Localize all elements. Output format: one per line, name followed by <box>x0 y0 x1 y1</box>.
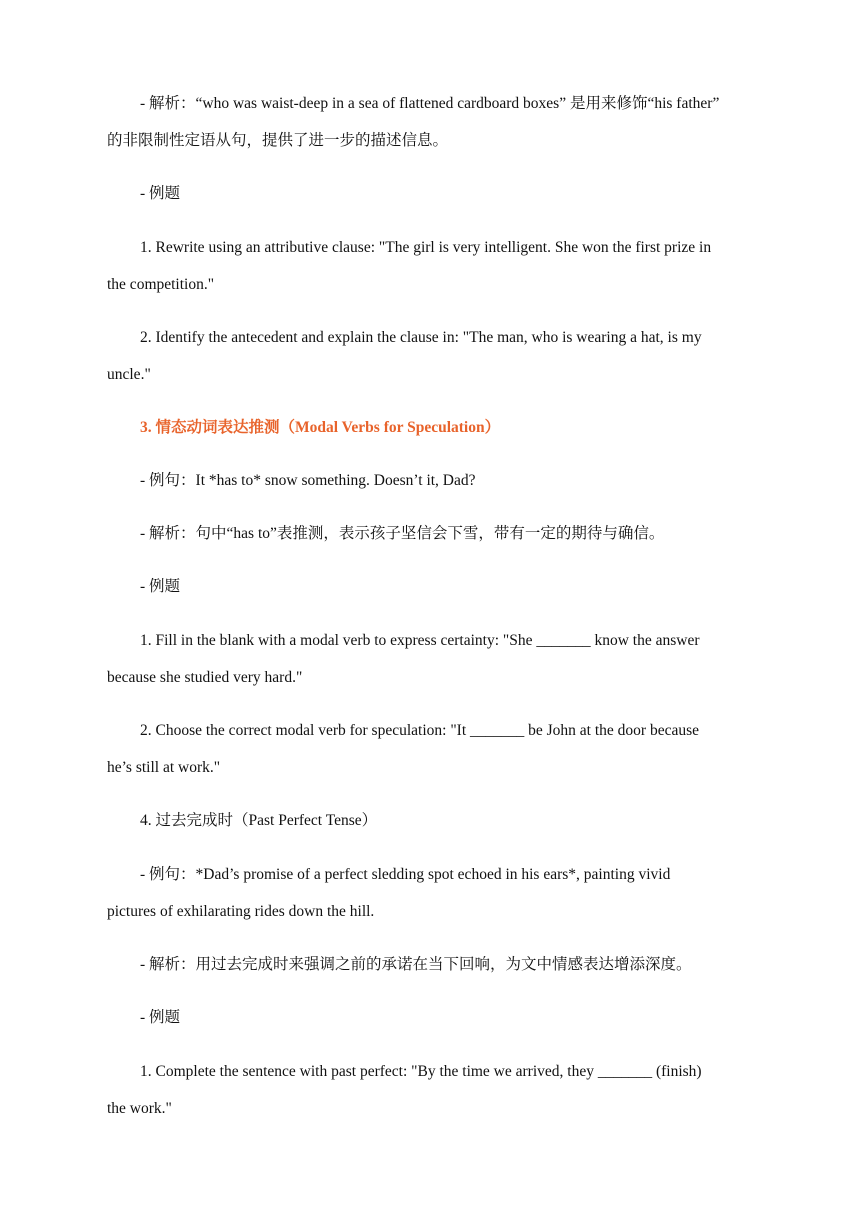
examples-label: - 例题 <box>140 185 181 202</box>
section-heading: 4. 过去完成时（Past Perfect Tense） <box>140 812 378 829</box>
analysis-line: 的非限制性定语从句，提供了进一步的描述信息。 <box>107 132 449 149</box>
example-sentence: - 例句：It *has to* snow something. Doesn’t it, Dad? <box>140 472 476 489</box>
analysis-line: - 解析：用过去完成时来强调之前的承诺在当下回响，为文中情感表达增添深度。 <box>140 956 692 973</box>
example-sentence: - 例句：*Dad’s promise of a perfect sledding spot echoed in his ears*, painting vivid <box>140 866 671 883</box>
examples-label: - 例题 <box>140 1009 181 1026</box>
example-sentence: pictures of exhilarating rides down the hill. <box>107 903 375 920</box>
exercise-line: 2. Identify the antecedent and explain the clause in: "The man, who is wearing a hat, is my <box>140 329 702 346</box>
exercise-line: 2. Choose the correct modal verb for speculation: "It _______ be John at the door because <box>140 722 699 739</box>
exercise-line: 1. Rewrite using an attributive clause: "The girl is very intelligent. She won the first prize in <box>140 239 712 256</box>
exercise-line: the work." <box>107 1100 172 1117</box>
exercise-line: 1. Complete the sentence with past perfect: "By the time we arrived, they _______ (finish) <box>140 1063 702 1080</box>
section-heading: 3. 情态动词表达推测（Modal Verbs for Speculation） <box>140 419 501 436</box>
exercise-line: uncle." <box>107 366 151 383</box>
exercise-line: the competition." <box>107 276 215 293</box>
analysis-line: - 解析：“who was waist-deep in a sea of flattened cardboard boxes” 是用来修饰“his father” <box>140 95 720 112</box>
exercise-line: he’s still at work." <box>107 759 221 776</box>
examples-label: - 例题 <box>140 578 181 595</box>
exercise-line: because she studied very hard." <box>107 669 303 686</box>
exercise-line: 1. Fill in the blank with a modal verb to express certainty: "She _______ know the answer <box>140 632 700 649</box>
analysis-line: - 解析：句中“has to”表推测，表示孩子坚信会下雪，带有一定的期待与确信。 <box>140 525 665 542</box>
